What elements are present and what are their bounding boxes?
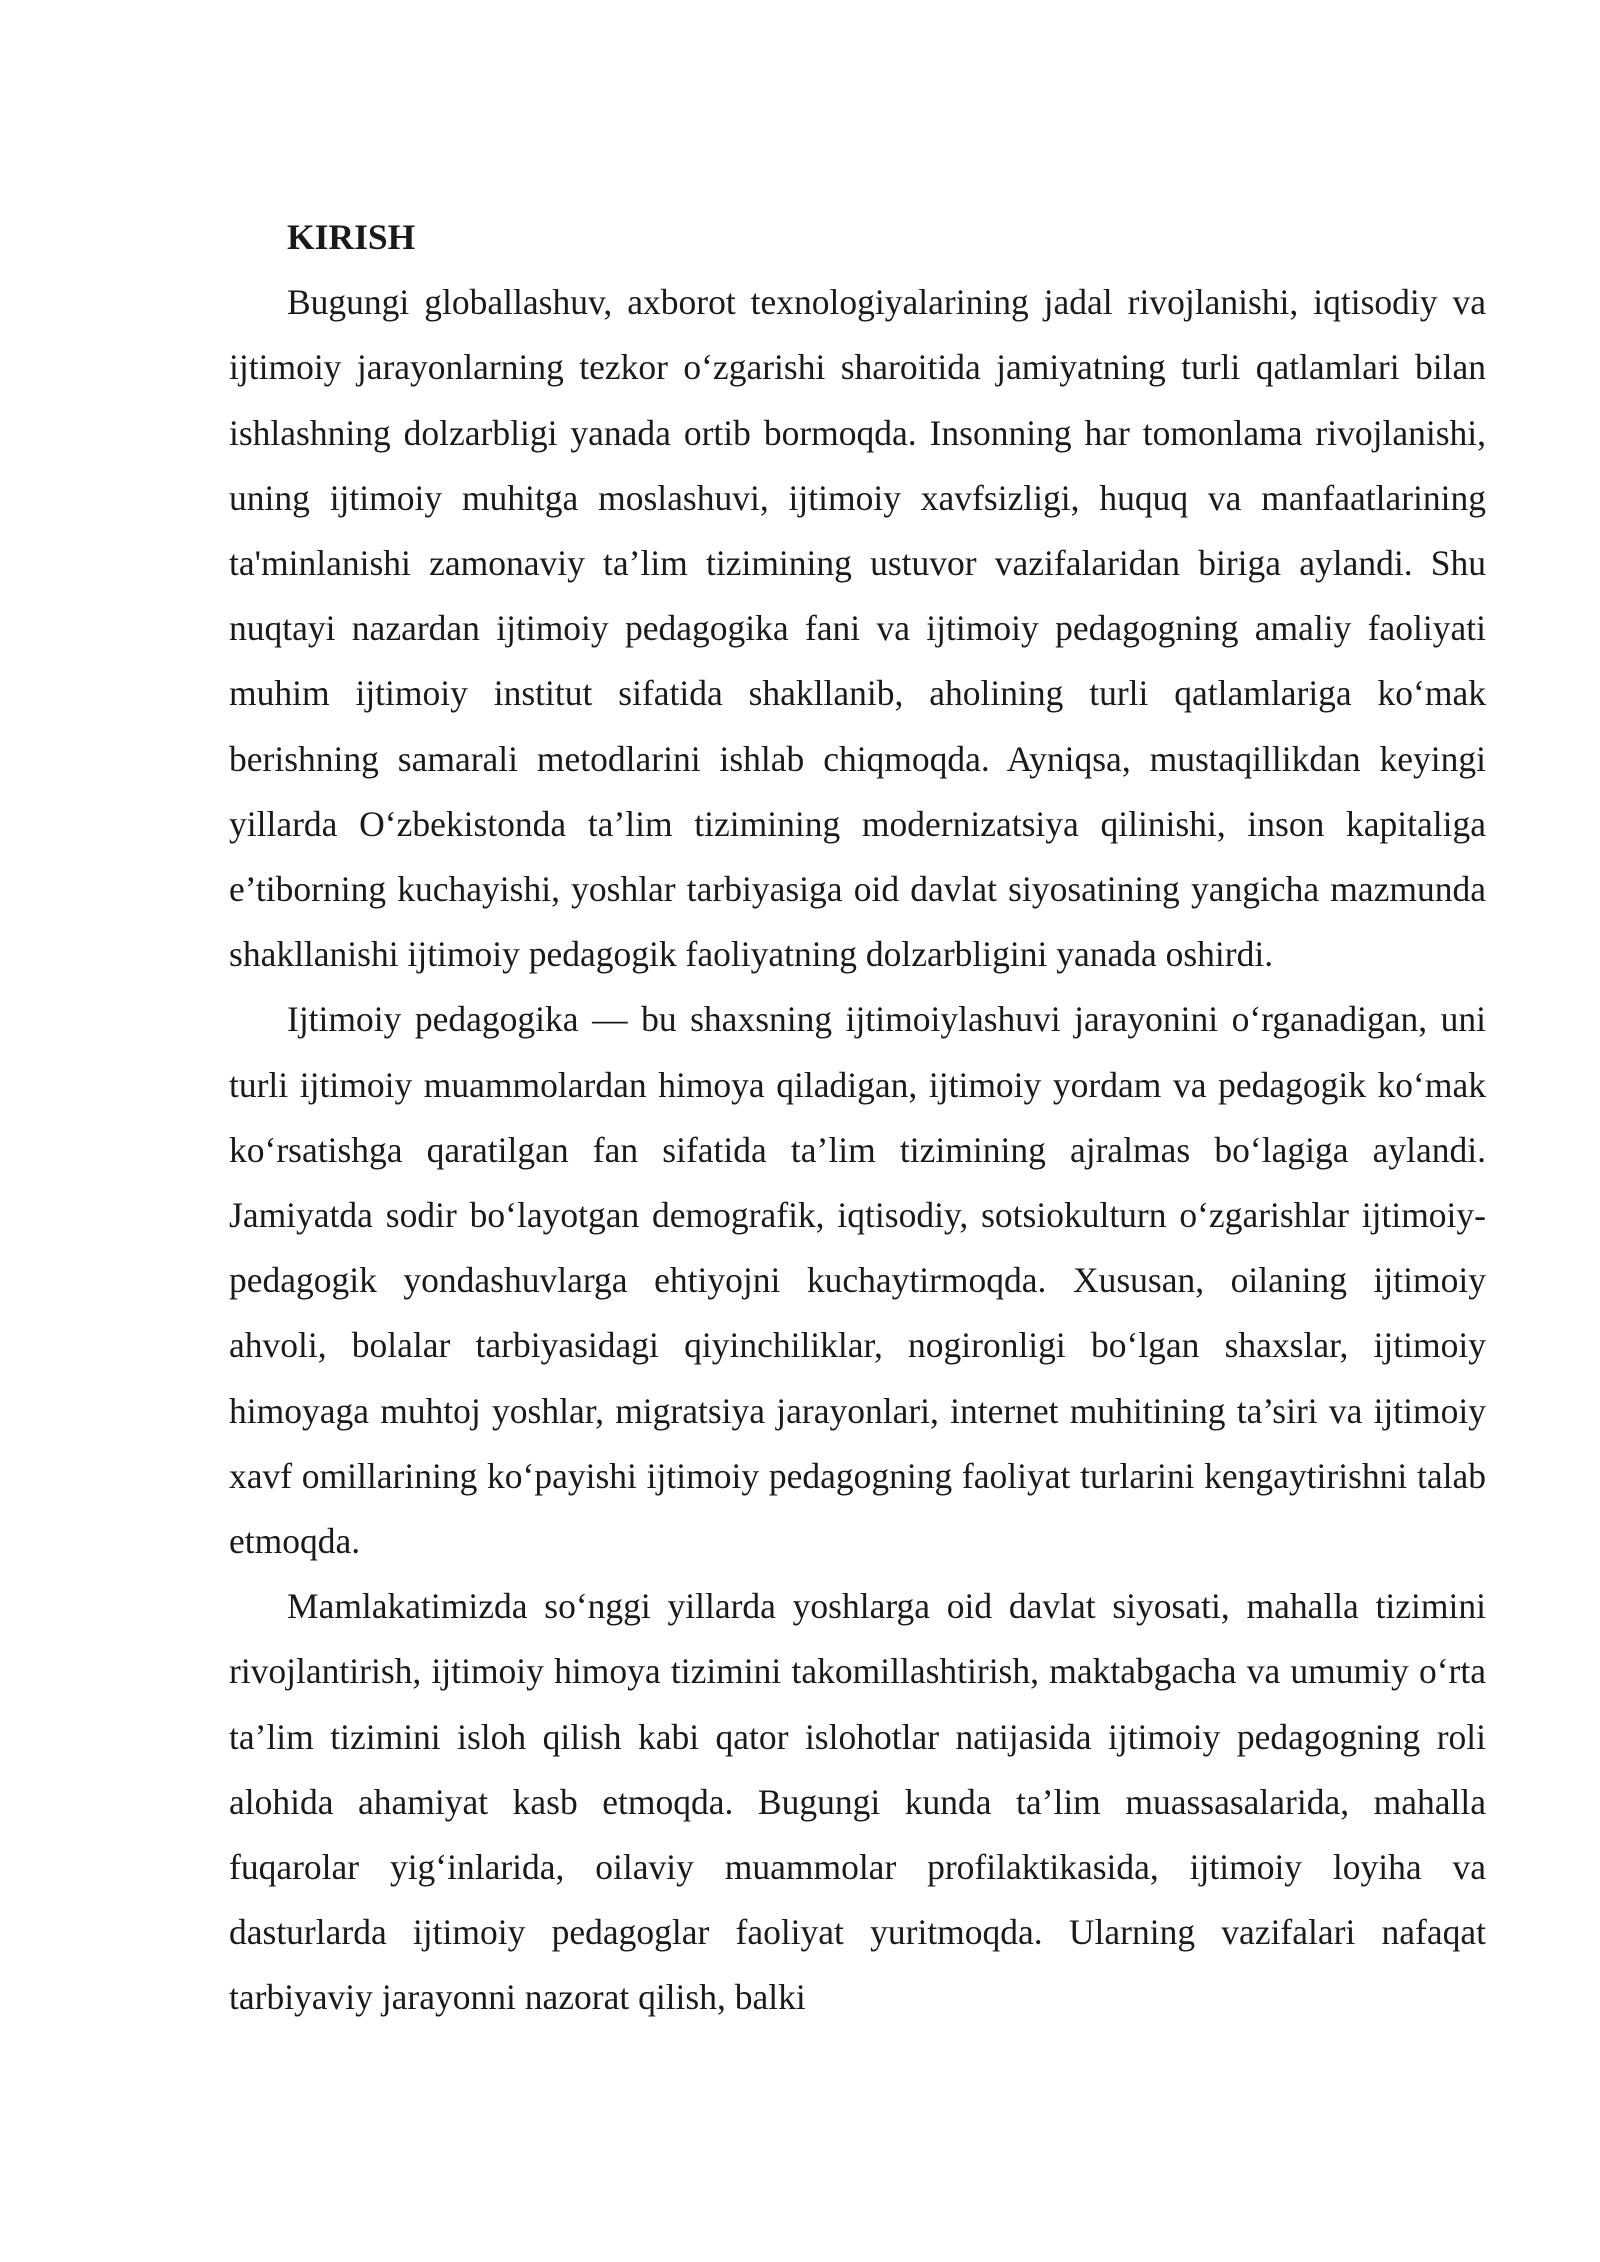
paragraph: Ijtimoiy pedagogika — bu shaxsning ijtimoiylashuvi jarayonini o‘rganadigan, uni turli ijtimoiy muammolardan himoya qiladigan, ijtimoiy yordam va pedagogik ko‘mak ko‘rsatishga qaratilgan fan sifatida ta’lim tizimining ajralmas bo‘lagiga aylandi. Jamiyatda sodir bo‘layotgan demografik, iqtisodiy, sotsiokulturn o‘zgarishlar ijtimoiy-pedagogik yondashuvlarga ehtiyojni kuchaytirmoqda. Xususan, oilaning ijtimoiy ahvoli, bolalar tarbiyasidagi qiyinchiliklar, nogironligi bo‘lgan shaxslar, ijtimoiy himoyaga muhtoj yoshlar, migratsiya jarayonlari, internet muhitining ta’siri va ijtimoiy xavf omillarining ko‘payishi ijtimoiy pedagogning faoliyat turlarini kengaytirishni talab etmoqda. (229, 999, 1486, 1562)
paragraph: Bugungi globallashuv, axborot texnologiyalarining jadal rivojlanishi, iqtisodiy va ijtimoiy jarayonlarning tezkor o‘zgarishi sharoitida jamiyatning turli qatlamlari bilan ishlashning dolzarbligi yanada ortib bormoqda. Insonning har tomonlama rivojlanishi, uning ijtimoiy muhitga moslashuvi, ijtimoiy xavfsizligi, huquq va manfaatlarining ta'minlanishi zamonaviy ta’lim tizimining ustuvor vazifalaridan biriga aylandi. Shu nuqtayi nazardan ijtimoiy pedagogika fani va ijtimoiy pedagogning amaliy faoliyati muhim ijtimoiy institut sifatida shakllanib, aholining turli qatlamlariga ko‘mak berishning samarali metodlarini ishlab chiqmoqda. Ayniqsa, mustaqillikdan keyingi yillarda O‘zbekistonda ta’lim tizimining modernizatsiya qilinishi, inson kapitaliga e’tiborning kuchayishi, yoshlar tarbiyasiga oid davlat siyosatining yangicha mazmunda shakllanishi ijtimoiy pedagogik faoliyatning dolzarbligini yanada oshirdi. (229, 282, 1486, 975)
section-heading: KIRISH (287, 217, 416, 257)
page-content (229, 205, 1486, 2031)
paragraph: Mamlakatimizda so‘nggi yillarda yoshlarga oid davlat siyosati, mahalla tizimini rivojlantirish, ijtimoiy himoya tizimini takomillashtirish, maktabgacha va umumiy o‘rta ta’lim tizimini isloh qilish kabi qator islohotlar natijasida ijtimoiy pedagogning roli alohida ahamiyat kasb etmoqda. Bugungi kunda ta’lim muassasalarida, mahalla fuqarolar yig‘inlarida, oilaviy muammolar profilaktikasida, ijtimoiy loyiha va dasturlarda ijtimoiy pedagoglar faoliyat yuritmoqda. Ularning vazifalari nafaqat tarbiyaviy jarayonni nazorat qilish, balki (229, 1586, 1486, 2018)
